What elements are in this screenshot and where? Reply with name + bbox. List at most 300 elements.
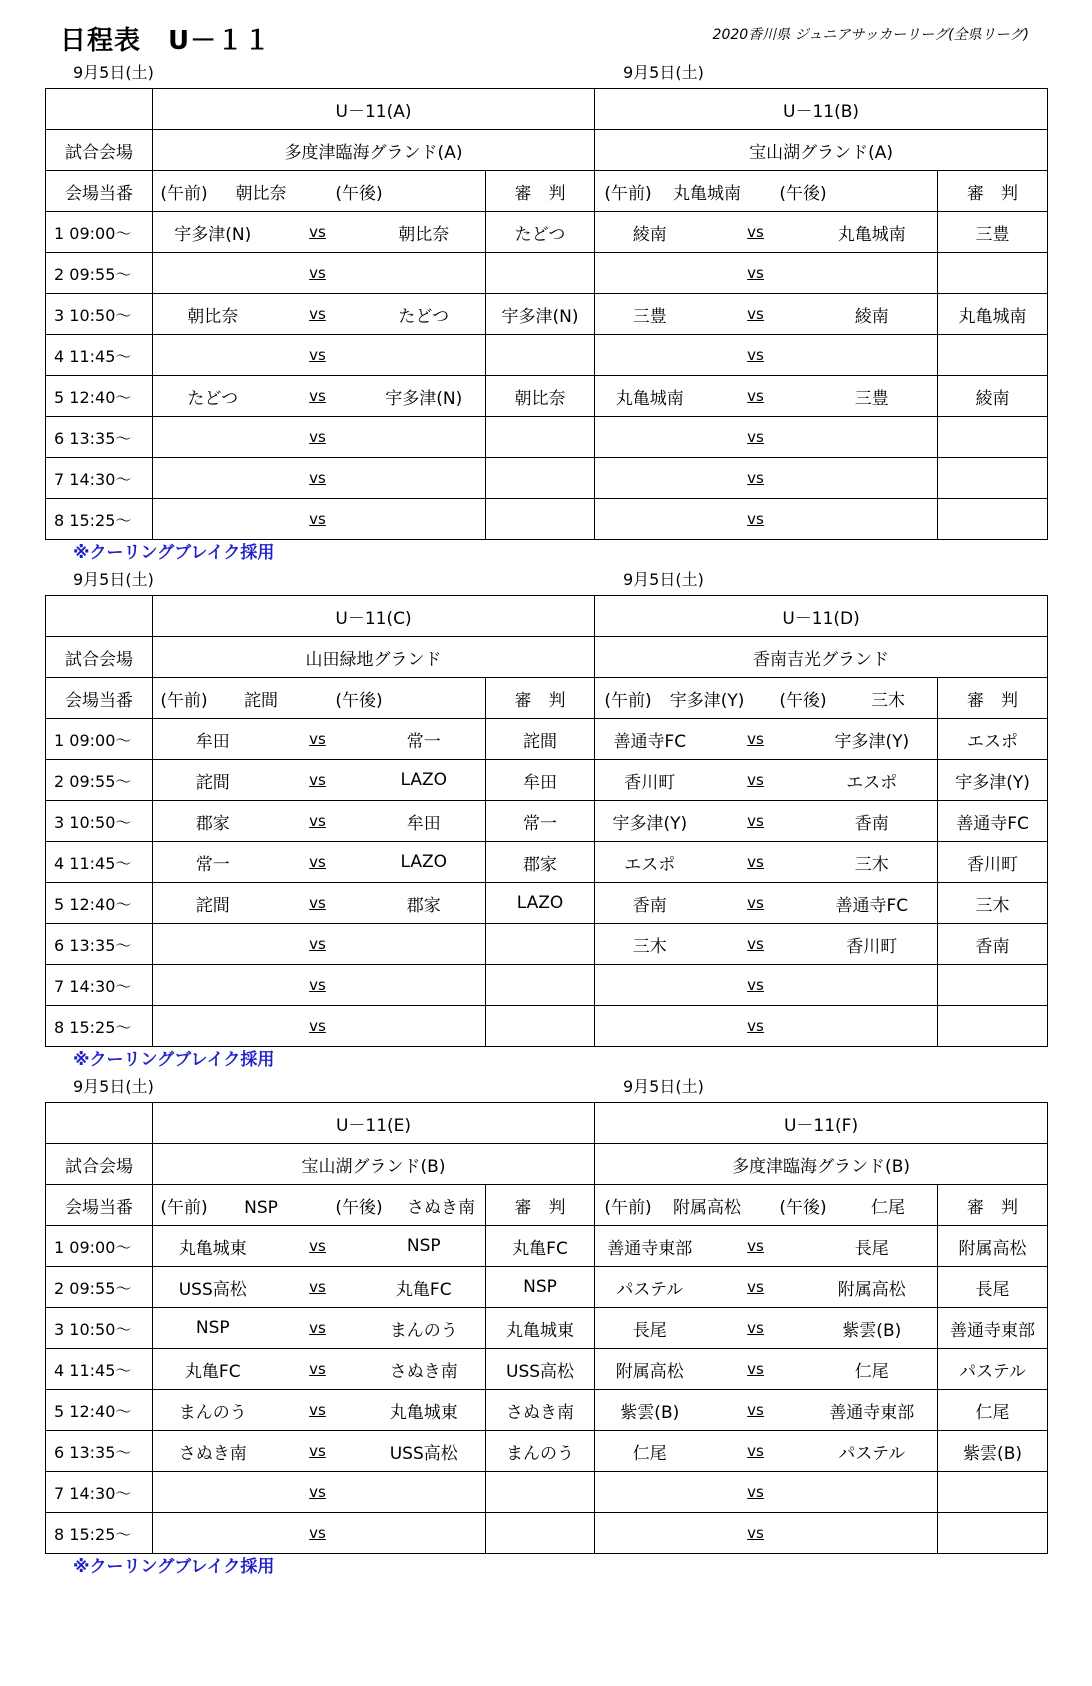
- match-date: 9月5日(土): [623, 63, 704, 82]
- away-team: [363, 458, 486, 499]
- schedule-table: [45, 1102, 1048, 1554]
- vs-label: vs: [705, 417, 807, 458]
- time-slot: 1 09:00～: [46, 212, 153, 253]
- venue-name: 香南吉光グランド: [595, 637, 1048, 678]
- home-team: エスポ: [595, 842, 705, 883]
- referee-label: 審 判: [938, 171, 1048, 212]
- duty-cell: [595, 1185, 938, 1226]
- home-team: たどつ: [153, 376, 273, 417]
- home-team: [153, 499, 273, 540]
- referee-team: 仁尾: [938, 1390, 1048, 1431]
- venue-name: 多度津臨海グランド(B): [595, 1144, 1048, 1185]
- vs-label: vs: [705, 253, 807, 294]
- referee-team: [486, 499, 595, 540]
- home-team: [595, 253, 705, 294]
- time-slot: 5 12:40～: [46, 1390, 153, 1431]
- vs-label: vs: [705, 760, 807, 801]
- venue-name: 宝山湖グランド(B): [153, 1144, 595, 1185]
- away-team: [363, 335, 486, 376]
- time-slot: 4 11:45～: [46, 842, 153, 883]
- home-team: 善通寺東部: [595, 1226, 705, 1267]
- time-slot: 6 13:35～: [46, 417, 153, 458]
- away-team: 善通寺東部: [807, 1390, 938, 1431]
- pm-duty-team: さぬき南: [407, 1197, 475, 1218]
- vs-label: vs: [273, 965, 363, 1006]
- referee-team: 常一: [486, 801, 595, 842]
- time-slot: 3 10:50～: [46, 801, 153, 842]
- away-team: [807, 1006, 938, 1047]
- time-slot: 1 09:00～: [46, 1226, 153, 1267]
- vs-label: vs: [273, 458, 363, 499]
- referee-team: エスポ: [938, 719, 1048, 760]
- table-row: [46, 1006, 1048, 1047]
- league-name: U－11(B): [595, 89, 1048, 130]
- table-row: [46, 1267, 1048, 1308]
- venue-name: 多度津臨海グランド(A): [153, 130, 595, 171]
- page-subtitle: 2020香川県 ジュニアサッカーリーグ(全県リーグ): [712, 27, 1029, 43]
- away-team: [363, 1513, 486, 1554]
- home-team: 朝比奈: [153, 294, 273, 335]
- vs-label: vs: [705, 1349, 807, 1390]
- referee-team: 香南: [938, 924, 1048, 965]
- home-team: [595, 1006, 705, 1047]
- referee-team: 丸亀城東: [486, 1308, 595, 1349]
- vs-label: vs: [273, 294, 363, 335]
- time-slot: 1 09:00～: [46, 719, 153, 760]
- vs-label: vs: [273, 1513, 363, 1554]
- table-row: [46, 458, 1048, 499]
- table-row: [46, 760, 1048, 801]
- vs-label: vs: [273, 883, 363, 924]
- away-team: 香南: [807, 801, 938, 842]
- date-row: [45, 58, 1047, 88]
- referee-team: さぬき南: [486, 1390, 595, 1431]
- referee-team: パステル: [938, 1349, 1048, 1390]
- time-slot: 4 11:45～: [46, 1349, 153, 1390]
- am-duty-team: 丸亀城南: [673, 183, 742, 204]
- home-team: 紫雲(B): [595, 1390, 705, 1431]
- away-team: NSP: [363, 1226, 486, 1267]
- time-slot: 3 10:50～: [46, 294, 153, 335]
- home-team: パステル: [595, 1267, 705, 1308]
- referee-label: 審 判: [486, 678, 595, 719]
- away-team: パステル: [807, 1431, 938, 1472]
- referee-team: 宇多津(N): [486, 294, 595, 335]
- vs-label: vs: [705, 1431, 807, 1472]
- referee-team: [938, 458, 1048, 499]
- time-slot: 2 09:55～: [46, 1267, 153, 1308]
- referee-team: 郡家: [486, 842, 595, 883]
- league-name: U－11(E): [153, 1103, 595, 1144]
- referee-team: [938, 965, 1048, 1006]
- table-row: [46, 335, 1048, 376]
- referee-team: 丸亀FC: [486, 1226, 595, 1267]
- vs-label: vs: [273, 376, 363, 417]
- vs-label: vs: [705, 1226, 807, 1267]
- referee-team: 朝比奈: [486, 376, 595, 417]
- match-date: 9月5日(土): [623, 570, 704, 589]
- home-team: [153, 1513, 273, 1554]
- duty-cell: [595, 171, 938, 212]
- home-team: [595, 965, 705, 1006]
- duty-cell: [153, 171, 486, 212]
- am-label: (午前): [160, 690, 208, 711]
- vs-label: vs: [273, 417, 363, 458]
- away-team: 長尾: [807, 1226, 938, 1267]
- away-team: たどつ: [363, 294, 486, 335]
- away-team: [807, 1513, 938, 1554]
- referee-team: USS高松: [486, 1349, 595, 1390]
- pm-label: (午後): [779, 690, 827, 711]
- pm-duty-team: 仁尾: [871, 1197, 906, 1218]
- am-duty-team: 宇多津(Y): [669, 690, 745, 711]
- referee-team: 丸亀城南: [938, 294, 1048, 335]
- duty-label: 会場当番: [46, 1185, 153, 1226]
- home-team: 附属高松: [595, 1349, 705, 1390]
- vs-label: vs: [273, 499, 363, 540]
- referee-label: 審 判: [938, 1185, 1048, 1226]
- corner-cell: [46, 1103, 153, 1144]
- schedule-table: [45, 595, 1048, 1047]
- table-row: [46, 253, 1048, 294]
- table-row: [46, 924, 1048, 965]
- am-duty-team: 朝比奈: [235, 183, 287, 204]
- referee-team: 長尾: [938, 1267, 1048, 1308]
- home-team: 丸亀城東: [153, 1226, 273, 1267]
- table-row: [46, 801, 1048, 842]
- referee-team: [938, 253, 1048, 294]
- away-team: USS高松: [363, 1431, 486, 1472]
- cooling-break-note: ※クーリングブレイク採用: [73, 1050, 275, 1070]
- away-team: [363, 417, 486, 458]
- pm-label: (午後): [335, 1197, 383, 1218]
- page-title: 日程表 U－１１: [60, 26, 272, 56]
- vs-label: vs: [705, 499, 807, 540]
- referee-team: 三豊: [938, 212, 1048, 253]
- time-slot: 5 12:40～: [46, 376, 153, 417]
- table-row: [46, 212, 1048, 253]
- referee-team: [486, 924, 595, 965]
- away-team: [807, 417, 938, 458]
- table-row: [46, 719, 1048, 760]
- match-date: 9月5日(土): [73, 63, 154, 82]
- away-team: エスポ: [807, 760, 938, 801]
- away-team: [807, 253, 938, 294]
- table-row: [46, 1513, 1048, 1554]
- time-slot: 5 12:40～: [46, 883, 153, 924]
- away-team: 附属高松: [807, 1267, 938, 1308]
- table-row: [46, 842, 1048, 883]
- match-date: 9月5日(土): [73, 570, 154, 589]
- away-team: [363, 924, 486, 965]
- home-team: [153, 1472, 273, 1513]
- vs-label: vs: [705, 1006, 807, 1047]
- away-team: 善通寺FC: [807, 883, 938, 924]
- away-team: 郡家: [363, 883, 486, 924]
- away-team: 宇多津(N): [363, 376, 486, 417]
- away-team: 綾南: [807, 294, 938, 335]
- away-team: 三木: [807, 842, 938, 883]
- table-row: [46, 1431, 1048, 1472]
- duty-cell: [153, 678, 486, 719]
- home-team: [153, 458, 273, 499]
- referee-team: [938, 1472, 1048, 1513]
- home-team: [595, 1513, 705, 1554]
- home-team: NSP: [153, 1308, 273, 1349]
- pm-label: (午後): [779, 1197, 827, 1218]
- away-team: [363, 965, 486, 1006]
- vs-label: vs: [705, 1390, 807, 1431]
- vs-label: vs: [705, 335, 807, 376]
- home-team: [595, 335, 705, 376]
- referee-team: [486, 1472, 595, 1513]
- am-duty-team: 附属高松: [673, 1197, 742, 1218]
- pm-label: (午後): [335, 183, 383, 204]
- referee-team: [486, 335, 595, 376]
- am-duty-team: 詫間: [244, 690, 278, 711]
- referee-team: 詫間: [486, 719, 595, 760]
- referee-label: 審 判: [486, 171, 595, 212]
- pm-label: (午後): [335, 690, 383, 711]
- duty-cell: [153, 1185, 486, 1226]
- venue-label: 試合会場: [46, 637, 153, 678]
- vs-label: vs: [705, 1472, 807, 1513]
- table-row: [46, 376, 1048, 417]
- date-row: [45, 565, 1047, 595]
- referee-team: [486, 458, 595, 499]
- table-row: [46, 883, 1048, 924]
- time-slot: 8 15:25～: [46, 1006, 153, 1047]
- venue-label: 試合会場: [46, 1144, 153, 1185]
- away-team: さぬき南: [363, 1349, 486, 1390]
- home-team: [153, 965, 273, 1006]
- schedule-block: [45, 58, 1047, 568]
- vs-label: vs: [273, 335, 363, 376]
- am-duty-team: NSP: [244, 1197, 278, 1218]
- away-team: 丸亀FC: [363, 1267, 486, 1308]
- match-date: 9月5日(土): [623, 1077, 704, 1096]
- away-team: [363, 499, 486, 540]
- home-team: 常一: [153, 842, 273, 883]
- home-team: [153, 253, 273, 294]
- venue-name: 宝山湖グランド(A): [595, 130, 1048, 171]
- venue-name: 山田緑地グランド: [153, 637, 595, 678]
- home-team: さぬき南: [153, 1431, 273, 1472]
- time-slot: 6 13:35～: [46, 1431, 153, 1472]
- away-team: [363, 1472, 486, 1513]
- home-team: 詫間: [153, 760, 273, 801]
- vs-label: vs: [273, 1390, 363, 1431]
- vs-label: vs: [273, 212, 363, 253]
- vs-label: vs: [273, 253, 363, 294]
- vs-label: vs: [273, 1006, 363, 1047]
- time-slot: 3 10:50～: [46, 1308, 153, 1349]
- away-team: 香川町: [807, 924, 938, 965]
- away-team: [807, 1472, 938, 1513]
- away-team: 常一: [363, 719, 486, 760]
- table-row: [46, 1308, 1048, 1349]
- schedule-block: [45, 565, 1047, 1075]
- referee-team: 善通寺東部: [938, 1308, 1048, 1349]
- vs-label: vs: [273, 719, 363, 760]
- time-slot: 6 13:35～: [46, 924, 153, 965]
- referee-team: 牟田: [486, 760, 595, 801]
- referee-team: [938, 499, 1048, 540]
- vs-label: vs: [273, 1308, 363, 1349]
- table-row: [46, 965, 1048, 1006]
- table-row: [46, 294, 1048, 335]
- home-team: 宇多津(N): [153, 212, 273, 253]
- time-slot: 4 11:45～: [46, 335, 153, 376]
- home-team: 詫間: [153, 883, 273, 924]
- home-team: 三木: [595, 924, 705, 965]
- away-team: [363, 253, 486, 294]
- table-row: [46, 417, 1048, 458]
- vs-label: vs: [705, 1267, 807, 1308]
- home-team: [153, 417, 273, 458]
- table-row: [46, 1472, 1048, 1513]
- venue-label: 試合会場: [46, 130, 153, 171]
- vs-label: vs: [273, 1431, 363, 1472]
- away-team: [807, 458, 938, 499]
- referee-team: 附属高松: [938, 1226, 1048, 1267]
- away-team: 丸亀城東: [363, 1390, 486, 1431]
- referee-team: 香川町: [938, 842, 1048, 883]
- referee-team: [938, 1006, 1048, 1047]
- schedule-table: [45, 88, 1048, 540]
- referee-label: 審 判: [486, 1185, 595, 1226]
- table-row: [46, 1349, 1048, 1390]
- home-team: 香川町: [595, 760, 705, 801]
- referee-team: 三木: [938, 883, 1048, 924]
- home-team: [595, 499, 705, 540]
- vs-label: vs: [705, 376, 807, 417]
- time-slot: 2 09:55～: [46, 253, 153, 294]
- league-name: U－11(C): [153, 596, 595, 637]
- corner-cell: [46, 596, 153, 637]
- league-name: U－11(A): [153, 89, 595, 130]
- home-team: [595, 458, 705, 499]
- away-team: 丸亀城南: [807, 212, 938, 253]
- referee-team: 紫雲(B): [938, 1431, 1048, 1472]
- vs-label: vs: [273, 801, 363, 842]
- referee-team: [486, 1513, 595, 1554]
- referee-team: LAZO: [486, 883, 595, 924]
- vs-label: vs: [705, 965, 807, 1006]
- pm-label: (午後): [779, 183, 827, 204]
- vs-label: vs: [705, 1308, 807, 1349]
- time-slot: 7 14:30～: [46, 1472, 153, 1513]
- vs-label: vs: [705, 1513, 807, 1554]
- referee-team: たどつ: [486, 212, 595, 253]
- vs-label: vs: [705, 883, 807, 924]
- away-team: [807, 965, 938, 1006]
- vs-label: vs: [705, 801, 807, 842]
- away-team: 三豊: [807, 376, 938, 417]
- time-slot: 8 15:25～: [46, 499, 153, 540]
- referee-team: [486, 965, 595, 1006]
- vs-label: vs: [273, 842, 363, 883]
- home-team: 宇多津(Y): [595, 801, 705, 842]
- away-team: 仁尾: [807, 1349, 938, 1390]
- away-team: 朝比奈: [363, 212, 486, 253]
- am-label: (午前): [604, 183, 652, 204]
- vs-label: vs: [705, 294, 807, 335]
- table-row: [46, 499, 1048, 540]
- vs-label: vs: [273, 1349, 363, 1390]
- referee-team: [938, 417, 1048, 458]
- table-row: [46, 1226, 1048, 1267]
- referee-team: 綾南: [938, 376, 1048, 417]
- home-team: 三豊: [595, 294, 705, 335]
- referee-team: [486, 253, 595, 294]
- duty-cell: [595, 678, 938, 719]
- cooling-break-note: ※クーリングブレイク採用: [73, 1557, 275, 1577]
- home-team: [153, 1006, 273, 1047]
- duty-label: 会場当番: [46, 171, 153, 212]
- referee-team: [486, 417, 595, 458]
- vs-label: vs: [705, 719, 807, 760]
- home-team: 香南: [595, 883, 705, 924]
- league-name: U－11(F): [595, 1103, 1048, 1144]
- away-team: [807, 335, 938, 376]
- league-name: U－11(D): [595, 596, 1048, 637]
- away-team: [363, 1006, 486, 1047]
- home-team: 郡家: [153, 801, 273, 842]
- home-team: 牟田: [153, 719, 273, 760]
- home-team: [153, 335, 273, 376]
- home-team: 丸亀FC: [153, 1349, 273, 1390]
- time-slot: 7 14:30～: [46, 458, 153, 499]
- referee-team: 宇多津(Y): [938, 760, 1048, 801]
- vs-label: vs: [273, 760, 363, 801]
- am-label: (午前): [160, 1197, 208, 1218]
- away-team: [807, 499, 938, 540]
- vs-label: vs: [273, 924, 363, 965]
- date-row: [45, 1072, 1047, 1102]
- vs-label: vs: [705, 924, 807, 965]
- duty-label: 会場当番: [46, 678, 153, 719]
- home-team: [595, 417, 705, 458]
- referee-team: [938, 1513, 1048, 1554]
- vs-label: vs: [705, 212, 807, 253]
- home-team: 善通寺FC: [595, 719, 705, 760]
- home-team: 綾南: [595, 212, 705, 253]
- time-slot: 8 15:25～: [46, 1513, 153, 1554]
- home-team: USS高松: [153, 1267, 273, 1308]
- table-row: [46, 1390, 1048, 1431]
- home-team: [595, 1472, 705, 1513]
- referee-team: NSP: [486, 1267, 595, 1308]
- referee-team: [938, 335, 1048, 376]
- away-team: 宇多津(Y): [807, 719, 938, 760]
- schedule-block: [45, 1072, 1047, 1582]
- am-label: (午前): [604, 1197, 652, 1218]
- referee-team: まんのう: [486, 1431, 595, 1472]
- match-date: 9月5日(土): [73, 1077, 154, 1096]
- referee-label: 審 判: [938, 678, 1048, 719]
- corner-cell: [46, 89, 153, 130]
- away-team: LAZO: [363, 760, 486, 801]
- vs-label: vs: [705, 458, 807, 499]
- home-team: 仁尾: [595, 1431, 705, 1472]
- am-label: (午前): [604, 690, 652, 711]
- home-team: まんのう: [153, 1390, 273, 1431]
- time-slot: 7 14:30～: [46, 965, 153, 1006]
- away-team: LAZO: [363, 842, 486, 883]
- am-label: (午前): [160, 183, 208, 204]
- home-team: 長尾: [595, 1308, 705, 1349]
